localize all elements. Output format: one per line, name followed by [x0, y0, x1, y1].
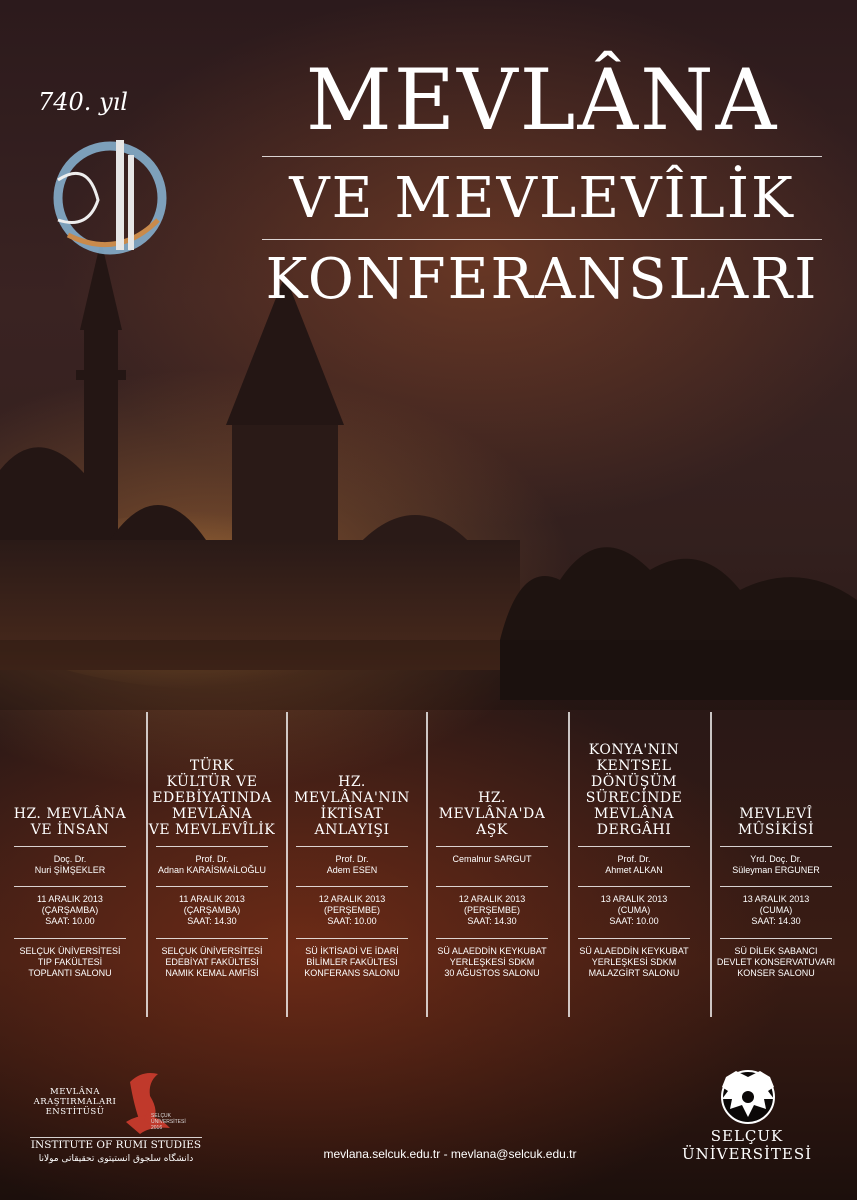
event-column — [146, 712, 276, 1017]
divider — [578, 938, 690, 939]
divider — [156, 886, 268, 887]
institute-name: MEVLÂNA ARAŞTIRMALARI ENSTİTÜSÜ — [33, 1087, 117, 1117]
institute-english-name: INSTITUTE OF RUMI STUDIES — [30, 1139, 202, 1151]
divider — [720, 886, 832, 887]
divider — [14, 846, 126, 847]
divider — [436, 886, 548, 887]
title-line-2: VE MEVLEVÎLİK — [262, 157, 822, 240]
event-columns — [0, 712, 857, 1017]
anniversary-emblem-logo — [28, 70, 168, 260]
event-speaker: Cemalnur SARGUT — [452, 854, 532, 864]
event-column — [286, 712, 416, 1017]
divider — [296, 938, 408, 939]
event-speaker: Doç. Dr. Nuri ŞİMŞEKLER — [34, 854, 106, 875]
university-small-label: SELÇUK ÜNİVERSİTESİ 2016 — [151, 1113, 186, 1131]
event-venue: SELÇUK ÜNİVERSİTESİ TIP FAKÜLTESİ TOPLANTI SALONU — [19, 946, 121, 978]
institute-arabic-name: دانشگاه سلجوق انستیتوی تحقیقاتی مولانا — [38, 1154, 194, 1164]
event-title: HZ. MEVLÂNA VE İNSAN — [13, 806, 127, 838]
poster-title — [262, 51, 822, 312]
event-venue: SÜ ALAEDDİN KEYKUBAT YERLEŞKESİ SDKM MALAZGİRT SALONU — [579, 946, 689, 978]
double-headed-eagle-icon — [708, 1063, 788, 1129]
divider — [578, 886, 690, 887]
divider — [296, 846, 408, 847]
event-date: 12 ARALIK 2013 (PERŞEMBE) SAAT: 14.30 — [458, 894, 526, 926]
event-venue: SÜ İKTİSADİ VE İDARİ BİLİMLER FAKÜLTESİ KONFERANS SALONU — [304, 946, 400, 978]
event-title: KONYA'NIN KENTSEL DÖNÜŞÜM SÜRECİNDE MEVLÂNA DERGÂHI — [585, 742, 683, 838]
event-date: 11 ARALIK 2013 (ÇARŞAMBA) SAAT: 10.00 — [37, 894, 103, 926]
divider — [578, 846, 690, 847]
divider — [156, 938, 268, 939]
event-date: 12 ARALIK 2013 (PERŞEMBE) SAAT: 10.00 — [318, 894, 386, 926]
divider — [296, 886, 408, 887]
event-venue: SÜ ALAEDDİN KEYKUBAT YERLEŞKESİ SDKM 30 AĞUSTOS SALONU — [437, 946, 547, 978]
event-column — [568, 712, 698, 1017]
event-speaker: Prof. Dr. Adem ESEN — [326, 854, 378, 875]
title-line-1: MEVLÂNA — [262, 58, 822, 157]
university-name-line-2: ÜNİVERSİTESİ — [681, 1145, 813, 1163]
event-title: HZ. MEVLÂNA'NIN İKTİSAT ANLAYIŞI — [294, 774, 410, 838]
event-column — [426, 712, 556, 1017]
contact-links[interactable]: mevlana.selcuk.edu.tr - mevlana@selcuk.edu.tr — [323, 1147, 577, 1161]
university-name — [672, 1127, 822, 1163]
event-venue: SÜ DİLEK SABANCI DEVLET KONSERVATUVARI KONSER SALONU — [716, 946, 836, 978]
event-date: 13 ARALIK 2013 (CUMA) SAAT: 10.00 — [600, 894, 668, 926]
event-title: TÜRK KÜLTÜR VE EDEBİYATINDA MEVLÂNA VE MEVLEVÎLİK — [148, 758, 276, 838]
event-title: MEVLEVÎ MÛSİKİSİ — [737, 806, 815, 838]
event-title: HZ. MEVLÂNA'DA AŞK — [438, 790, 546, 838]
divider — [14, 938, 126, 939]
emblem-text: 740. yıl — [38, 88, 128, 116]
divider — [156, 846, 268, 847]
event-venue: SELÇUK ÜNİVERSİTESİ EDEBİYAT FAKÜLTESİ NAMIK KEMAL AMFİSİ — [161, 946, 263, 978]
divider — [720, 846, 832, 847]
divider — [436, 846, 548, 847]
divider — [436, 938, 548, 939]
event-date: 13 ARALIK 2013 (CUMA) SAAT: 14.30 — [742, 894, 810, 926]
event-column — [710, 712, 840, 1017]
university-name-line-1: SELÇUK — [710, 1127, 784, 1145]
event-speaker: Prof. Dr. Adnan KARAİSMAİLOĞLU — [157, 854, 267, 875]
divider — [720, 938, 832, 939]
event-column — [6, 712, 134, 1017]
event-speaker: Yrd. Doç. Dr. Süleyman ERGUNER — [732, 854, 820, 875]
event-speaker: Prof. Dr. Ahmet ALKAN — [605, 854, 663, 875]
divider — [14, 886, 126, 887]
title-line-3: KONFERANSLARI — [265, 247, 819, 312]
event-date: 11 ARALIK 2013 (ÇARŞAMBA) SAAT: 14.30 — [179, 894, 245, 926]
